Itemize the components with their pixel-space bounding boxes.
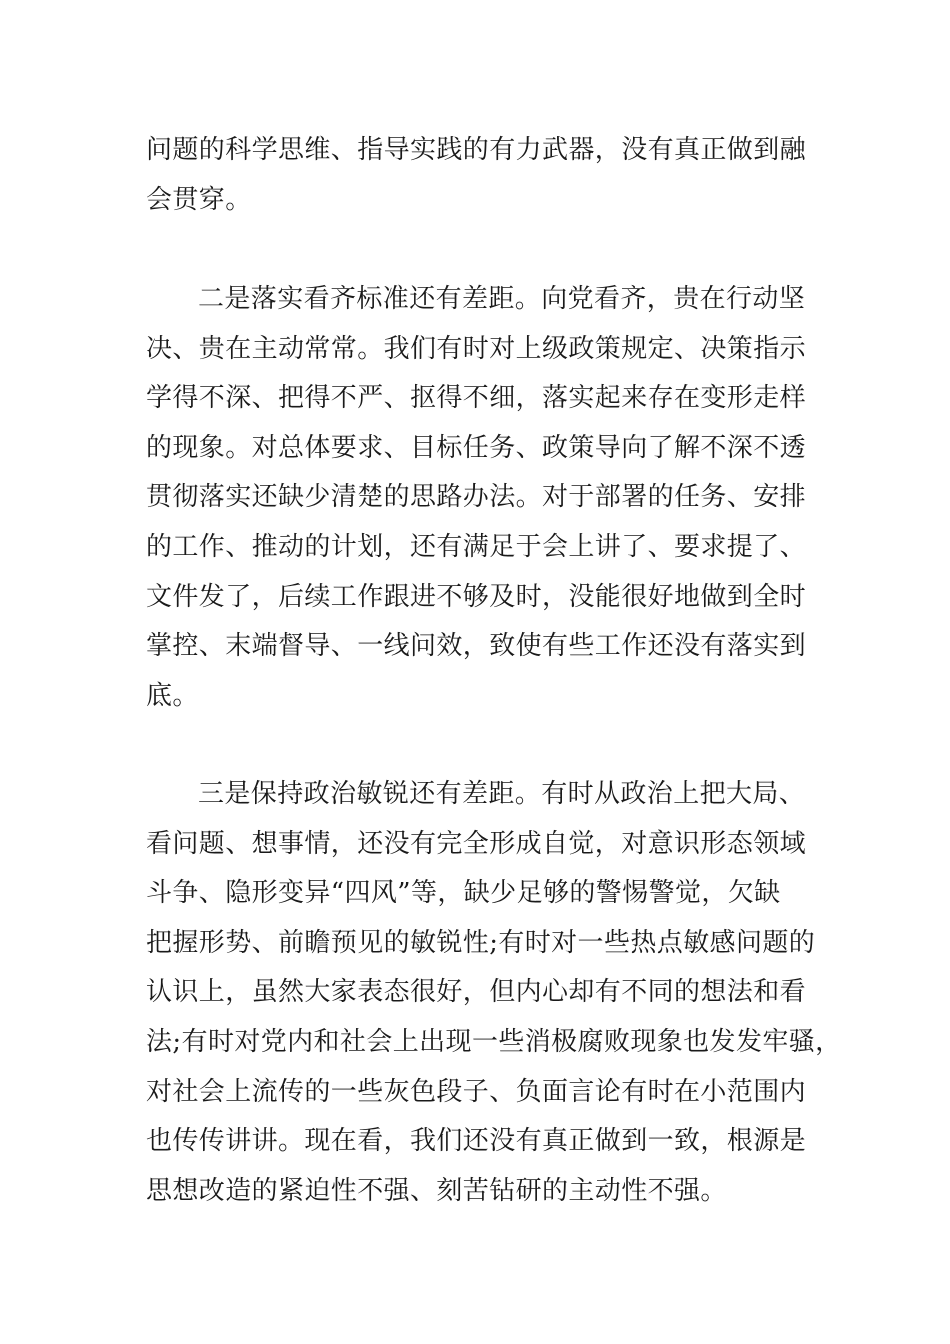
paragraph-line: 问题的科学思维、指导实践的有力武器，没有真正做到融 bbox=[146, 135, 807, 165]
paragraph-line: 看问题、想事情，还没有完全形成自觉，对意识形态领域 bbox=[146, 828, 807, 859]
paragraph-line: 法;有时对党内和社会上出现一些消极腐败现象也发发牢骚， bbox=[146, 1026, 842, 1057]
paragraph-line: 的现象。对总体要求、目标任务、政策导向了解不深不透 bbox=[146, 432, 807, 463]
paragraph-line: 会贯穿。 bbox=[146, 184, 252, 215]
paragraph-line: 掌控、末端督导、一线问效，致使有些工作还没有落实到 bbox=[146, 631, 807, 662]
paragraph-line: 斗争、隐形变异“四风”等，缺少足够的警惕警觉，欠缺 bbox=[146, 878, 781, 909]
paragraph-line: 对社会上流传的一些灰色段子、负面言论有时在小范围内 bbox=[146, 1076, 807, 1107]
paragraph-line: 学得不深、把得不严、抠得不细，落实起来存在变形走样 bbox=[146, 383, 807, 414]
paragraph-line: 文件发了，后续工作跟进不够及时，没能很好地做到全时 bbox=[146, 581, 807, 612]
paragraph-first-line: 二是落实看齐标准还有差距。向党看齐，贵在行动坚 bbox=[198, 284, 806, 314]
paragraph-line: 也传传讲讲。现在看，我们还没有真正做到一致，根源是 bbox=[146, 1126, 807, 1157]
paragraph-line: 的工作、推动的计划，还有满足于会上讲了、要求提了、 bbox=[146, 531, 807, 562]
paragraph-line: 思想改造的紧迫性不强、刻苦钻研的主动性不强。 bbox=[146, 1175, 727, 1206]
paragraph-3 bbox=[146, 770, 842, 1216]
paragraph-1 bbox=[146, 126, 811, 225]
paragraph-line: 决、贵在主动常常。我们有时对上级政策规定、决策指示 bbox=[146, 333, 807, 364]
paragraph-line: 贯彻落实还缺少清楚的思路办法。对于部署的任务、安排 bbox=[146, 482, 807, 513]
paragraph-first-line: 三是保持政治敏锐还有差距。有时从政治上把大局、 bbox=[198, 779, 806, 809]
paragraph-line: 认识上，虽然大家表态很好，但内心却有不同的想法和看 bbox=[146, 977, 807, 1008]
paragraph-line: 底。 bbox=[146, 680, 199, 711]
paragraph-2 bbox=[146, 275, 811, 721]
paragraph-line: 把握形势、前瞻预见的敏锐性;有时对一些热点敏感问题的 bbox=[146, 927, 816, 958]
